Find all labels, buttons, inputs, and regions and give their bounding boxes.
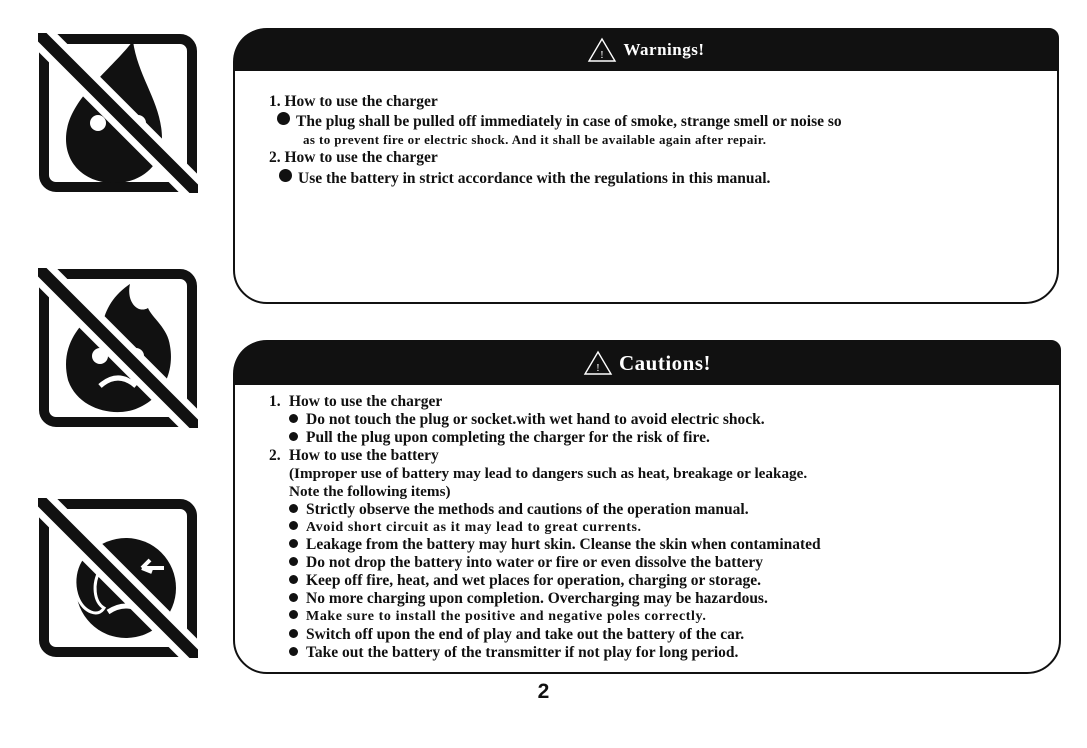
page-number: 2 xyxy=(537,680,550,703)
warnings-title: Warnings! xyxy=(623,40,705,59)
caution-bullet: Do not touch the plug or socket.with wet hand to avoid electric shock. xyxy=(269,411,1059,429)
no-water-icon xyxy=(38,33,198,193)
warning-triangle-icon xyxy=(587,37,617,63)
caution-bullet: Avoid short circuit as it may lead to great currents. xyxy=(269,519,1059,537)
warning-heading-1: 1. How to use the charger xyxy=(269,93,438,110)
bullet-dot-icon xyxy=(277,112,290,125)
caution-bullet: Make sure to install the positive and negative poles correctly. xyxy=(269,608,1059,626)
cautions-header xyxy=(234,341,1060,385)
svg-text:!: ! xyxy=(600,49,605,61)
caution-bullet: Take out the battery of the transmitter if not play for long period. xyxy=(269,644,1059,662)
warning-bullet-1: The plug shall be pulled off immediately in case of smoke, strange smell or noise so xyxy=(269,112,1057,132)
caution-note-line-1: (Improper use of battery may lead to dangers such as heat, breakage or leakage. xyxy=(289,464,808,482)
caution-bullet: Keep off fire, heat, and wet places for operation, charging or storage. xyxy=(269,572,1059,590)
caution-note-line-2: Note the following items) xyxy=(289,482,451,500)
svg-text:!: ! xyxy=(596,362,600,374)
warning-bullet-1-continuation: as to prevent fire or electric shock. And it shall be available again after repair. xyxy=(303,132,767,147)
cautions-panel xyxy=(233,340,1061,674)
caution-bullet: Do not drop the battery into water or fire or even dissolve the battery xyxy=(269,554,1059,572)
caution-heading-1: 1. How to use the charger xyxy=(269,393,443,410)
caution-bullet: Switch off upon the end of play and take out the battery of the car. xyxy=(269,626,1059,644)
warning-triangle-icon xyxy=(583,350,613,376)
bullet-dot-icon xyxy=(279,169,292,182)
no-battery-taste-icon xyxy=(38,498,198,658)
warnings-panel xyxy=(233,28,1059,304)
caution-bullet: Pull the plug upon completing the charger for the risk of fire. xyxy=(269,429,1059,447)
warning-heading-2: 2. How to use the charger xyxy=(269,149,438,166)
warning-bullet-2: Use the battery in strict accordance with the regulations in this manual. xyxy=(269,168,1057,190)
caution-bullet: Leakage from the battery may hurt skin. Cleanse the skin when contaminated xyxy=(269,536,1059,554)
caution-heading-2: 2. How to use the battery xyxy=(269,446,439,464)
no-fire-icon xyxy=(38,268,198,428)
caution-bullet: Strictly observe the methods and cautions of the operation manual. xyxy=(269,501,1059,519)
cautions-title: Cautions! xyxy=(618,350,712,375)
caution-bullet: No more charging upon completion. Overcharging may be hazardous. xyxy=(269,590,1059,608)
warnings-header xyxy=(234,29,1058,71)
